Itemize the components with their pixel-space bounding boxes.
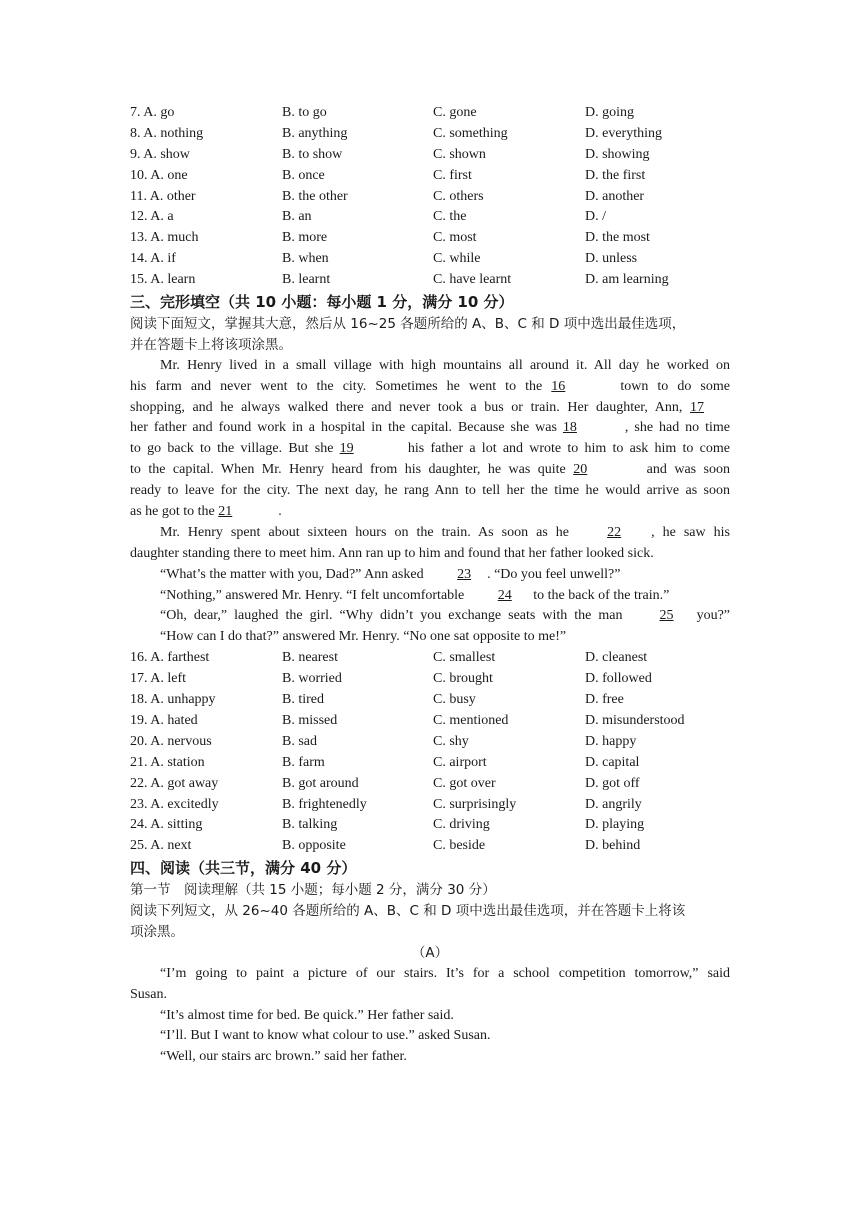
passage-text: , she had no time [624, 420, 731, 436]
option-d: D. happy [585, 733, 637, 749]
exam-page [130, 103, 730, 1068]
option-a: 23. A. excitedly [130, 796, 219, 812]
option-row [130, 270, 730, 291]
option-row [130, 228, 730, 249]
passage-line [130, 460, 730, 481]
option-c: C. airport [433, 754, 487, 770]
passage-line [130, 523, 730, 544]
option-d: D. cleanest [585, 650, 648, 666]
blank-18: 18 [562, 420, 577, 436]
passage-line [130, 481, 730, 502]
passage-line [130, 439, 730, 460]
option-c: C. mentioned [433, 712, 509, 728]
option-c: C. gone [433, 105, 477, 120]
option-c: C. surprisingly [433, 796, 517, 812]
passage-line [130, 418, 730, 439]
option-row [130, 103, 730, 124]
passage-line [130, 544, 730, 565]
passage-line [130, 377, 730, 398]
option-b: B. got around [282, 775, 359, 791]
passage-text: “Nothing,” answered Mr. Henry. “I felt uncomfortable [160, 587, 465, 603]
option-c: C. beside [433, 838, 486, 854]
option-a: 13. A. much [130, 230, 199, 246]
options-table-16-25 [130, 648, 730, 857]
passage-line [130, 565, 730, 586]
option-a: 21. A. station [130, 754, 205, 770]
option-b: B. sad [282, 733, 317, 749]
option-d: D. showing [585, 146, 650, 162]
passage-a-label: （A） [411, 944, 449, 961]
passage-text: her father and found work in a hospital in the capital. Because she was [130, 420, 557, 436]
option-row [130, 795, 730, 816]
passage-text: , he saw his [651, 524, 731, 540]
option-b: B. once [282, 167, 325, 183]
passage-line [130, 398, 730, 419]
option-a: 11. A. other [130, 188, 196, 204]
option-row [130, 166, 730, 187]
section-4-instruction-line-1: 阅读下列短文，从 26~40 各题所给的 A、B、C 和 D 项中选出最佳选项，并在答题卡上将该 [130, 903, 686, 920]
option-d: D. followed [585, 671, 652, 687]
passage-text: “How can I do that?” answered Mr. Henry. “No one sat opposite to me!” [160, 629, 567, 645]
option-c: C. got over [433, 775, 496, 791]
passage-text: . [278, 504, 282, 520]
option-c: C. have learnt [433, 272, 512, 288]
option-row [130, 249, 730, 270]
passage-text: Mr. Henry lived in a small village with high mountains all around it. All day he worked on [160, 357, 730, 373]
option-d: D. the most [585, 230, 650, 246]
cloze-passage [130, 356, 730, 648]
blank-23: 23 [457, 566, 472, 582]
passage-text: to the capital. When Mr. Henry heard from his daughter, he was quite [130, 462, 566, 478]
option-row [130, 732, 730, 753]
option-c: C. first [433, 167, 472, 183]
option-row [130, 753, 730, 774]
passage-text: as he got to the [130, 504, 215, 520]
blank-17: 17 [690, 399, 705, 415]
option-a: 18. A. unhappy [130, 692, 216, 708]
option-row [130, 774, 730, 795]
option-b: B. farm [282, 754, 325, 770]
option-a: 24. A. sitting [130, 817, 203, 833]
option-row [130, 648, 730, 669]
option-d: D. everything [585, 125, 662, 141]
option-row [130, 145, 730, 166]
section-4-instruction-line-2: 项涂黑。 [130, 923, 184, 940]
option-row [130, 690, 730, 711]
option-a: 9. A. show [130, 146, 190, 162]
passage-line [130, 586, 730, 607]
option-row [130, 124, 730, 145]
option-b: B. talking [282, 817, 338, 833]
option-d: D. unless [585, 251, 638, 267]
option-b: B. the other [282, 188, 348, 204]
option-a: 20. A. nervous [130, 733, 212, 749]
option-b: B. opposite [282, 838, 346, 854]
passage-text: Mr. Henry spent about sixteen hours on the train. As soon as he [160, 524, 570, 540]
option-a: 14. A. if [130, 251, 176, 267]
section-3-instruction-line-2: 并在答题卡上将该项涂黑。 [130, 336, 292, 353]
option-a: 10. A. one [130, 167, 188, 183]
option-c: C. most [433, 230, 477, 246]
option-d: D. another [585, 188, 645, 204]
reading-line [130, 964, 730, 985]
reading-text: “I’m going to paint a picture of our stairs. It’s for a school competition tomorrow,” said [160, 965, 730, 981]
option-a: 15. A. learn [130, 272, 196, 288]
option-d: D. misunderstood [585, 712, 685, 728]
passage-text: “Oh, dear,” laughed the girl. “Why didn’t you exchange seats with the man [160, 608, 623, 624]
option-d: D. / [585, 209, 606, 225]
option-a: 8. A. nothing [130, 125, 204, 141]
blank-19: 19 [339, 441, 354, 457]
passage-line [130, 502, 730, 523]
passage-line [130, 356, 730, 377]
passage-text: his farm and never went to the city. Sometimes he went to the [130, 378, 543, 394]
option-row [130, 187, 730, 208]
option-a: 16. A. farthest [130, 650, 210, 666]
reading-line: “I’ll. But I want to know what colour to use.” asked Susan. [160, 1028, 491, 1044]
option-c: C. brought [433, 671, 493, 687]
option-b: B. to go [282, 105, 327, 120]
option-row [130, 815, 730, 836]
blank-21: 21 [218, 504, 233, 520]
option-a: 19. A. hated [130, 712, 198, 728]
option-a: 17. A. left [130, 671, 186, 687]
option-b: B. learnt [282, 272, 331, 288]
option-a: 7. A. go [130, 105, 175, 120]
option-b: B. frightenedly [282, 796, 367, 812]
passage-text: “What’s the matter with you, Dad?” Ann asked [160, 566, 424, 582]
option-d: D. capital [585, 754, 640, 770]
option-c: C. shown [433, 146, 486, 162]
section-4-heading: 四、阅读（共三节，满分 40 分） [130, 859, 357, 878]
blank-16: 16 [551, 378, 566, 394]
option-b: B. more [282, 230, 328, 246]
passage-text: his father a lot and wrote to him to ask him to come [407, 441, 730, 457]
option-b: B. worried [282, 671, 342, 687]
blank-24: 24 [497, 587, 512, 603]
option-b: B. to show [282, 146, 343, 162]
option-c: C. the [433, 209, 467, 225]
option-b: B. anything [282, 125, 348, 141]
section-3-heading: 三、完形填空（共 10 小题：每小题 1 分，满分 10 分） [130, 293, 514, 312]
option-a: 12. A. a [130, 209, 174, 225]
option-d: D. am learning [585, 272, 669, 288]
option-d: D. free [585, 692, 624, 708]
passage-text: you?” [696, 608, 731, 624]
blank-22: 22 [607, 524, 622, 540]
passage-text: shopping, and he always walked there and never took a bus or train. Her daughter, Ann, [130, 399, 683, 415]
passage-text: . “Do you feel unwell?” [487, 566, 621, 582]
option-d: D. playing [585, 817, 645, 833]
passage-line [130, 606, 730, 627]
reading-line: Susan. [130, 986, 167, 1002]
option-b: B. tired [282, 692, 324, 708]
section-3-instruction-line-1: 阅读下面短文，掌握其大意，然后从 16~25 各题所给的 A、B、C 和 D 项中选出最佳选项， [130, 316, 686, 333]
passage-text: to the back of the train.” [533, 587, 670, 603]
passage-text: and was soon [646, 462, 731, 478]
option-c: C. something [433, 125, 508, 141]
reading-line: “Well, our stairs arc brown.” said her father. [160, 1049, 407, 1065]
option-b: B. when [282, 251, 329, 267]
option-d: D. got off [585, 775, 640, 791]
option-c: C. smallest [433, 650, 496, 666]
option-d: D. angrily [585, 796, 642, 812]
option-c: C. driving [433, 817, 490, 833]
option-row [130, 836, 730, 857]
blank-20: 20 [573, 462, 588, 478]
option-b: B. nearest [282, 650, 338, 666]
passage-text: town to do some [620, 378, 730, 394]
option-row [130, 669, 730, 690]
option-b: B. missed [282, 712, 338, 728]
option-b: B. an [282, 209, 312, 225]
option-row [130, 207, 730, 228]
option-c: C. while [433, 251, 481, 267]
passage-text: daughter standing there to meet him. Ann ran up to him and found that her father looked sick. [130, 545, 654, 561]
option-a: 22. A. got away [130, 775, 219, 791]
section-4-part-1-title: 第一节 阅读理解（共 15 小题；每小题 2 分，满分 30 分） [130, 882, 496, 899]
option-c: C. others [433, 188, 484, 204]
reading-line: “It’s almost time for bed. Be quick.” Her father said. [160, 1007, 454, 1023]
option-d: D. going [585, 105, 634, 120]
option-c: C. shy [433, 733, 469, 749]
passage-text: to go back to the village. But she [130, 441, 334, 457]
option-c: C. busy [433, 692, 476, 708]
passage-text: ready to leave for the city. The next day, he rang Ann to tell her the time he would arrive as soon [130, 483, 730, 499]
passage-line [130, 627, 730, 648]
option-row [130, 711, 730, 732]
options-table-7-15 [130, 103, 730, 291]
option-a: 25. A. next [130, 838, 192, 854]
option-d: D. behind [585, 838, 641, 854]
option-d: D. the first [585, 167, 646, 183]
blank-25: 25 [659, 608, 674, 624]
